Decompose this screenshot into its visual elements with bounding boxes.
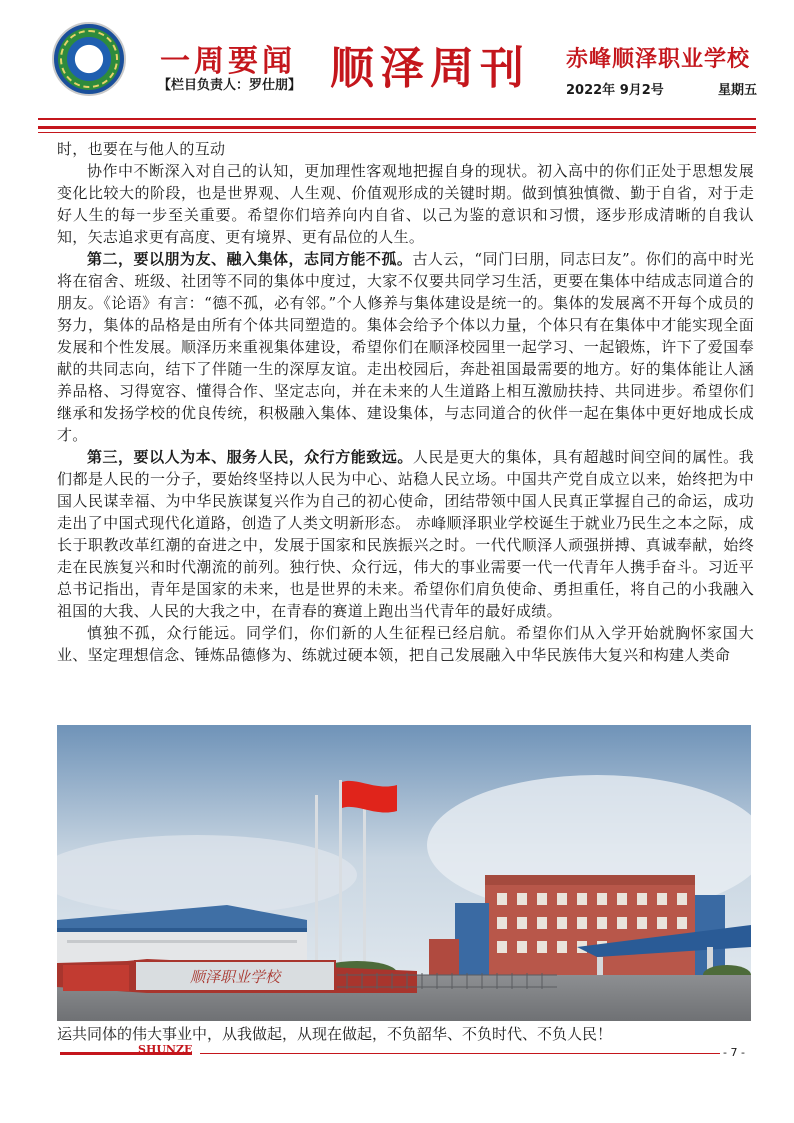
page-header: [0, 0, 794, 120]
column-title: 一周要闻: [160, 44, 296, 79]
issue-weekday: 星期五: [718, 83, 758, 98]
paragraph-collective-text: 古人云，“同门曰朋，同志曰友”。你们的高中时光将在宿舍、班级、社团等不同的集体中度过，大家不仅要共同学习生活，更要在集体中结成志同道合的朋友。《论语》有言：“德不孤，必有邻。”个人修养与集体建设是统一的。集体的发展离不开每个成员的努力，集体的品格是由所有个体共同塑造的。集体会给予个体以力量，个体只有在集体中才能实现全面发展和个性发展。顺泽历来重视集体建设，希望你们在顺泽校园里一起学习、一起锻炼，许下了爱国奉献的共同志向，结下了伴随一生的深厚友谊。走出校园后，奔赴祖国最需要的地方。好的集体能让人涵养品格、习得宽容、懂得合作、坚定志向，并在未来的人生道路上相互激励扶持、共同进步。希望你们继承和发扬学校的优良传统，积极融入集体、建设集体，与志同道合的伙伴一起在集体中更好地成长成才。: [57, 250, 754, 444]
paragraph-self-reflection: 协作中不断深入对自己的认知，更加理性客观地把握自身的现状。初入高中的你们正处于思想发展变化比较大的阶段，也是世界观、人生观、价值观形成的关键时期。做到慎独慎微、勤于自省，对于走好人生的每一步至关重要。希望你们培养向内自省、以己为鉴的意识和习惯，逐步形成清晰的自我认知，矢志追求更有高度、更有境界、更有品位的人生。: [57, 162, 754, 246]
paragraph-conclusion: 慎独不孤，众行能远。同学们，你们新的人生征程已经启航。希望你们从入学开始就胸怀家国大业、坚定理想信念、锤炼品德修为、练就过硬本领，把自己发展融入中华民族伟大复兴和构建人类命: [57, 624, 754, 664]
footer-divider: [200, 1053, 720, 1054]
header-divider-thick: [38, 126, 756, 129]
photo-caption-text: 运共同体的伟大事业中，从我做起，从现在做起，不负韶华、不负时代、不负人民！: [57, 1025, 613, 1043]
campus-gate-photo: [57, 725, 751, 1021]
paragraph-collective: [57, 248, 754, 446]
header-divider-thin: [38, 132, 756, 133]
gate-sign-text: 顺泽职业学校: [189, 968, 281, 986]
school-logo-ring: [60, 30, 118, 88]
paragraph-heading-second: 第二，要以朋为友、融入集体，志同方能不孤。: [87, 250, 413, 268]
header-divider: [38, 118, 756, 120]
footer-brand: SHUNZE: [138, 1043, 193, 1056]
article-body: [57, 138, 754, 666]
newspaper-name: 顺泽周刊: [330, 43, 530, 94]
paragraph-continuation: 时，也要在与他人的互动: [57, 140, 226, 158]
paragraph-people: [57, 446, 754, 622]
page-number: - 7 -: [723, 1046, 745, 1059]
issue-date: 2022年 9月2号: [566, 83, 664, 98]
paragraph-people-text: 人民是更大的集体，具有超越时间空间的属性。我们都是人民的一分子，要始终坚持以人民为中心、站稳人民立场。中国共产党自成立以来，始终把为中国人民谋幸福、为中华民族谋复兴作为自己的初心使命，团结带领中国人民真正掌握自己的命运，成功走出了中国式现代化道路，创造了人类文明新形态。 赤峰顺泽职业学校诞生于就业乃民生之本之际，成长于职教改革红潮的奋进之中，发展于国家和民族振兴之时。一代代顺泽人顽强拼搏、真诚奉献，始终走在民族复兴和时代潮流的前列。独行快、众行远，伟大的事业需要一代一代青年人携手奋斗。习近平总书记指出，青年是国家的未来，也是世界的未来。希望你们肩负使命、勇担重任，将自己的小我融入祖国的大我、人民的大我之中，在青春的赛道上跑出当代青年的最好成绩。: [57, 448, 754, 620]
paragraph-heading-third: 第三，要以人为本、服务人民，众行方能致远。: [87, 448, 413, 466]
school-name: 赤峰顺泽职业学校: [566, 47, 751, 72]
column-editor: 【栏目负责人：罗仕朋】: [158, 78, 302, 93]
